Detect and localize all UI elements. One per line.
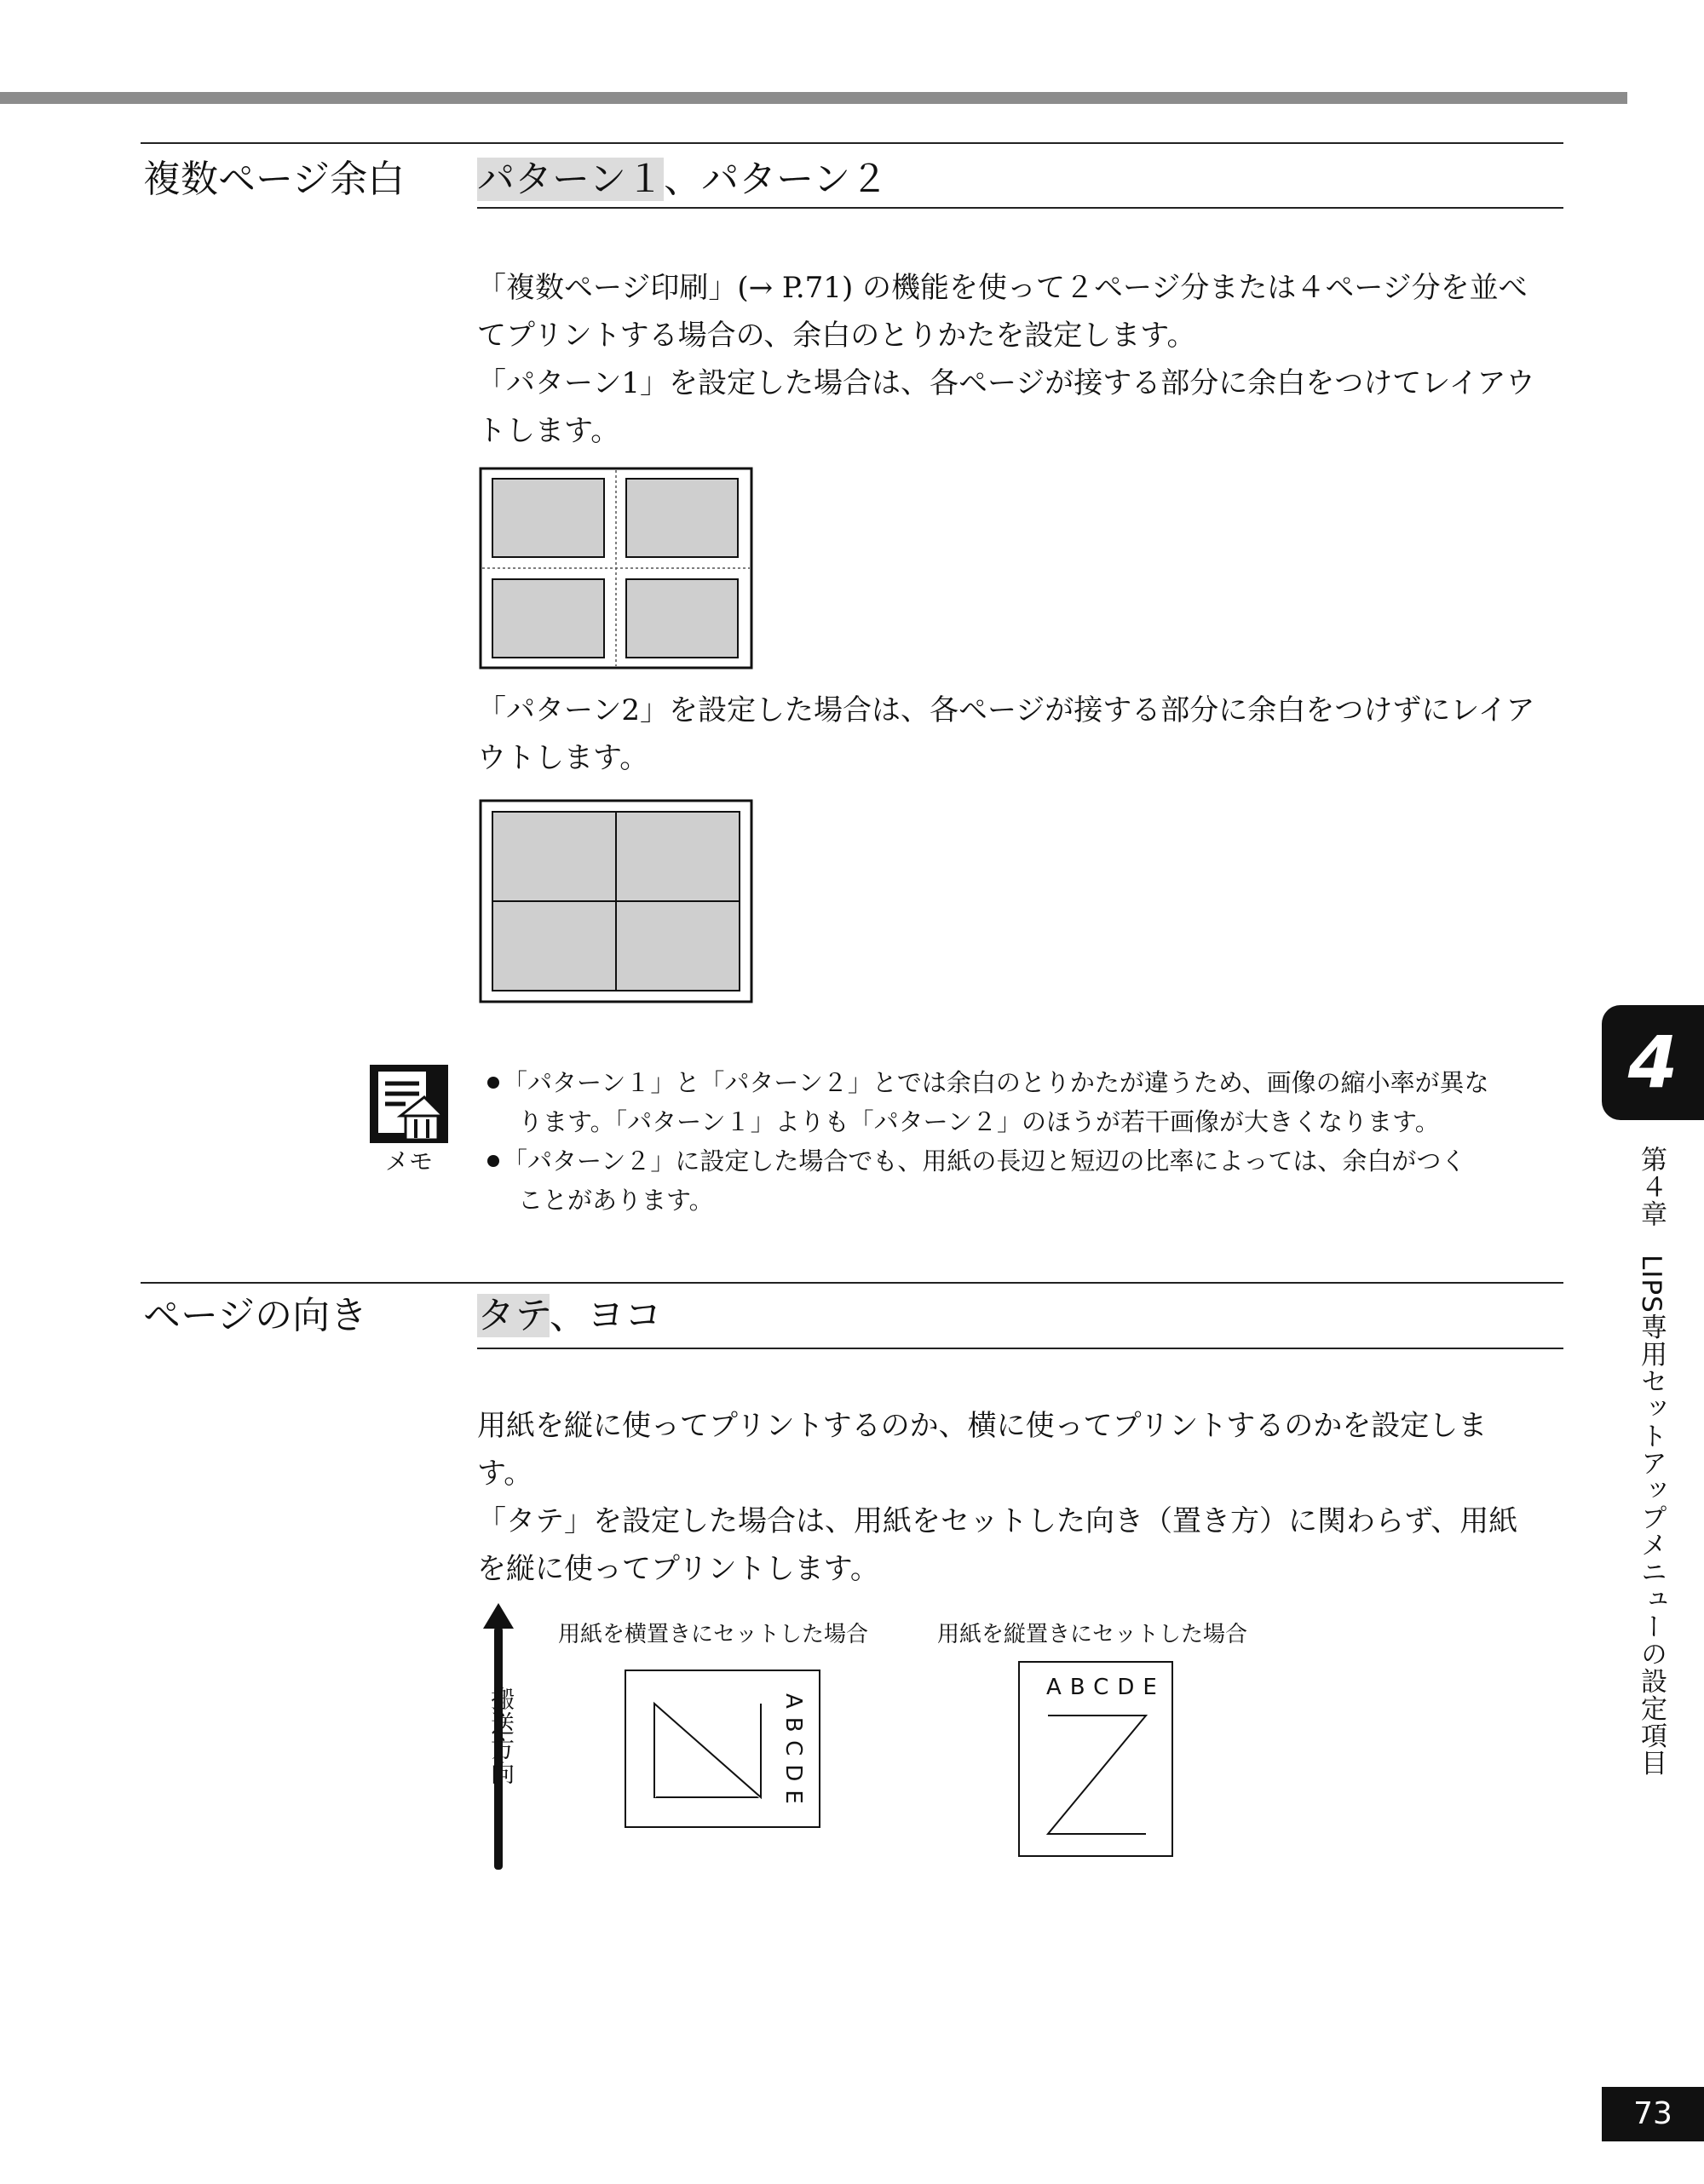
default-value: パターン１ [477, 158, 665, 201]
description-paragraph-2 [477, 687, 1535, 782]
pattern2-illustration [479, 799, 753, 1003]
chapter-side-label: 第４章 LIPS専用セットアップメニューの設定項目 [1636, 1146, 1667, 1777]
setting-values [477, 1292, 662, 1340]
page-number: 73 [1602, 2087, 1704, 2141]
setting-values [477, 156, 888, 204]
text-line: 「パターン２」に設定した場合でも、用紙の長辺と短辺の比率によっては、余白がつく [503, 1147, 1466, 1175]
text-line: 「複数ページ印刷」(→ P.71) の機能を使って２ページ分または４ページ分を並べ [477, 271, 1528, 305]
landscape-sample-text: ABCDE [780, 1693, 806, 1813]
pattern1-illustration [479, 467, 753, 670]
setting-label: ページの向き [143, 1294, 368, 1337]
description-paragraph [477, 264, 1535, 455]
section-top-rule [141, 142, 1563, 144]
feed-direction-label: 搬送方向 [487, 1687, 515, 1785]
text-line: ウトします。 [477, 741, 649, 775]
text-line: てプリントする場合の、余白のとりかたを設定します。 [477, 319, 1196, 353]
text-line: 「タテ」を設定した場合は、用紙をセットした向き（置き方）に関わらず、用紙 [477, 1504, 1518, 1538]
text-line: す。 [477, 1457, 533, 1491]
section-top-rule [141, 1282, 1563, 1284]
text-line: ことがあります。 [518, 1186, 714, 1215]
chapter-tab: 4 [1602, 1005, 1704, 1120]
text-line: 「パターン2」を設定した場合は、各ページが接する部分に余白をつけずにレイア [477, 693, 1535, 727]
memo-bullet-list [503, 1063, 1489, 1220]
other-values: 、パターン２ [664, 158, 889, 201]
portrait-sample-text: ABCDE [1046, 1675, 1166, 1700]
description-paragraph [477, 1402, 1517, 1593]
bullet-icon [487, 1077, 499, 1089]
text-line: ります。「パターン１」よりも「パターン２」のほうが若干画像が大きくなります。 [518, 1107, 1440, 1136]
text-line: 「パターン１」と「パターン２」とでは余白のとりかたが違うため、画像の縮小率が異な [503, 1068, 1489, 1097]
memo-item [503, 1063, 1489, 1141]
memo-block [368, 1063, 450, 1177]
memo-icon [368, 1063, 450, 1145]
default-value: タテ [477, 1294, 550, 1337]
caption-landscape: 用紙を横置きにセットした場合 [558, 1622, 869, 1647]
text-line: 「パターン1」を設定した場合は、各ページが接する部分に余白をつけてレイアウ [477, 366, 1535, 400]
top-bar [0, 92, 1627, 104]
bullet-icon [487, 1155, 499, 1167]
memo-label: メモ [384, 1147, 433, 1175]
caption-portrait: 用紙を縦置きにセットした場合 [937, 1622, 1248, 1647]
setting-value-rule [477, 207, 1563, 209]
other-values: 、ヨコ [549, 1294, 662, 1337]
text-line: を縦に使ってプリントします。 [477, 1552, 879, 1586]
text-line: トします。 [477, 414, 620, 448]
setting-value-rule [477, 1348, 1563, 1349]
memo-item [503, 1141, 1489, 1220]
setting-label: 複数ページ余白 [143, 158, 406, 201]
text-line: 用紙を縦に使ってプリントするのか、横に使ってプリントするのかを設定しま [477, 1409, 1488, 1443]
